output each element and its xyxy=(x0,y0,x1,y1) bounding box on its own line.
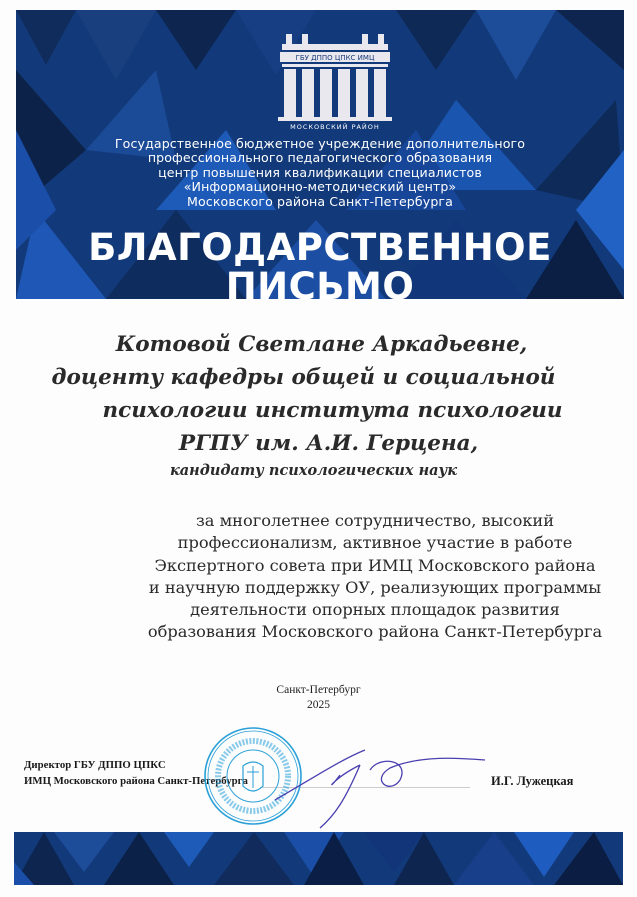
recipient-degree: кандидату психологических наук xyxy=(169,462,458,479)
organization-line: Государственное бюджетное учреждение дополнительного xyxy=(114,136,526,151)
reason-line: образования Московского района Санкт-Петербурга xyxy=(147,622,603,642)
organization-line: «Информационно-методический центр» xyxy=(183,179,457,195)
recipient-position: психологии института психологии xyxy=(102,398,563,423)
reason-line: за многолетнее сотрудничество, высокий xyxy=(195,511,555,530)
footer-banner xyxy=(14,832,623,885)
colonnade-logo-icon xyxy=(274,30,396,130)
organization-line: профессионального педагогического образования xyxy=(147,150,493,166)
recipient-block xyxy=(0,328,637,482)
position-line: Директор ГБУ ДППО ЦПКС xyxy=(24,759,166,771)
recipient-organization: РГПУ им. А.И. Герцена, xyxy=(178,431,479,456)
recipient-position: доценту кафедры общей и социальной xyxy=(51,365,556,390)
reason-line: профессионализм, активное участие в работе xyxy=(177,533,573,553)
gratitude-reason xyxy=(130,510,620,644)
signatory-name: И.Г. Лужецкая xyxy=(491,774,574,788)
position-line: ИМЦ Московского района Санкт-Петербурга xyxy=(24,775,248,787)
place: Санкт-Петербург xyxy=(276,684,361,696)
organization-line: центр повышения квалификации специалистов xyxy=(158,164,482,180)
reason-line: и научную поддержку ОУ, реализующих программы xyxy=(148,577,602,597)
header-banner xyxy=(16,10,624,299)
organization-name xyxy=(16,137,624,209)
reason-line: Экспертного совета при ИМЦ Московского района xyxy=(154,555,596,575)
title-line: ПИСЬМО xyxy=(225,265,415,299)
svg-text:МОСКОВСКИЙ РАЙОН: МОСКОВСКИЙ РАЙОН xyxy=(290,123,380,130)
title-line: БЛАГОДАРСТВЕННОЕ xyxy=(88,226,552,269)
recipient-name: Котовой Светлане Аркадьевне, xyxy=(115,332,528,357)
handwritten-signature-icon xyxy=(270,740,490,830)
triangle-pattern-icon xyxy=(14,832,623,885)
reason-line: деятельности опорных площадок развития xyxy=(190,600,560,620)
organization-line: Московского района Санкт-Петербурга xyxy=(187,193,453,209)
document-title xyxy=(16,228,624,299)
svg-text:ГБУ ДППО ЦПКС ИМЦ: ГБУ ДППО ЦПКС ИМЦ xyxy=(295,54,375,62)
year: 2025 xyxy=(307,699,330,711)
place-and-year xyxy=(0,683,637,713)
